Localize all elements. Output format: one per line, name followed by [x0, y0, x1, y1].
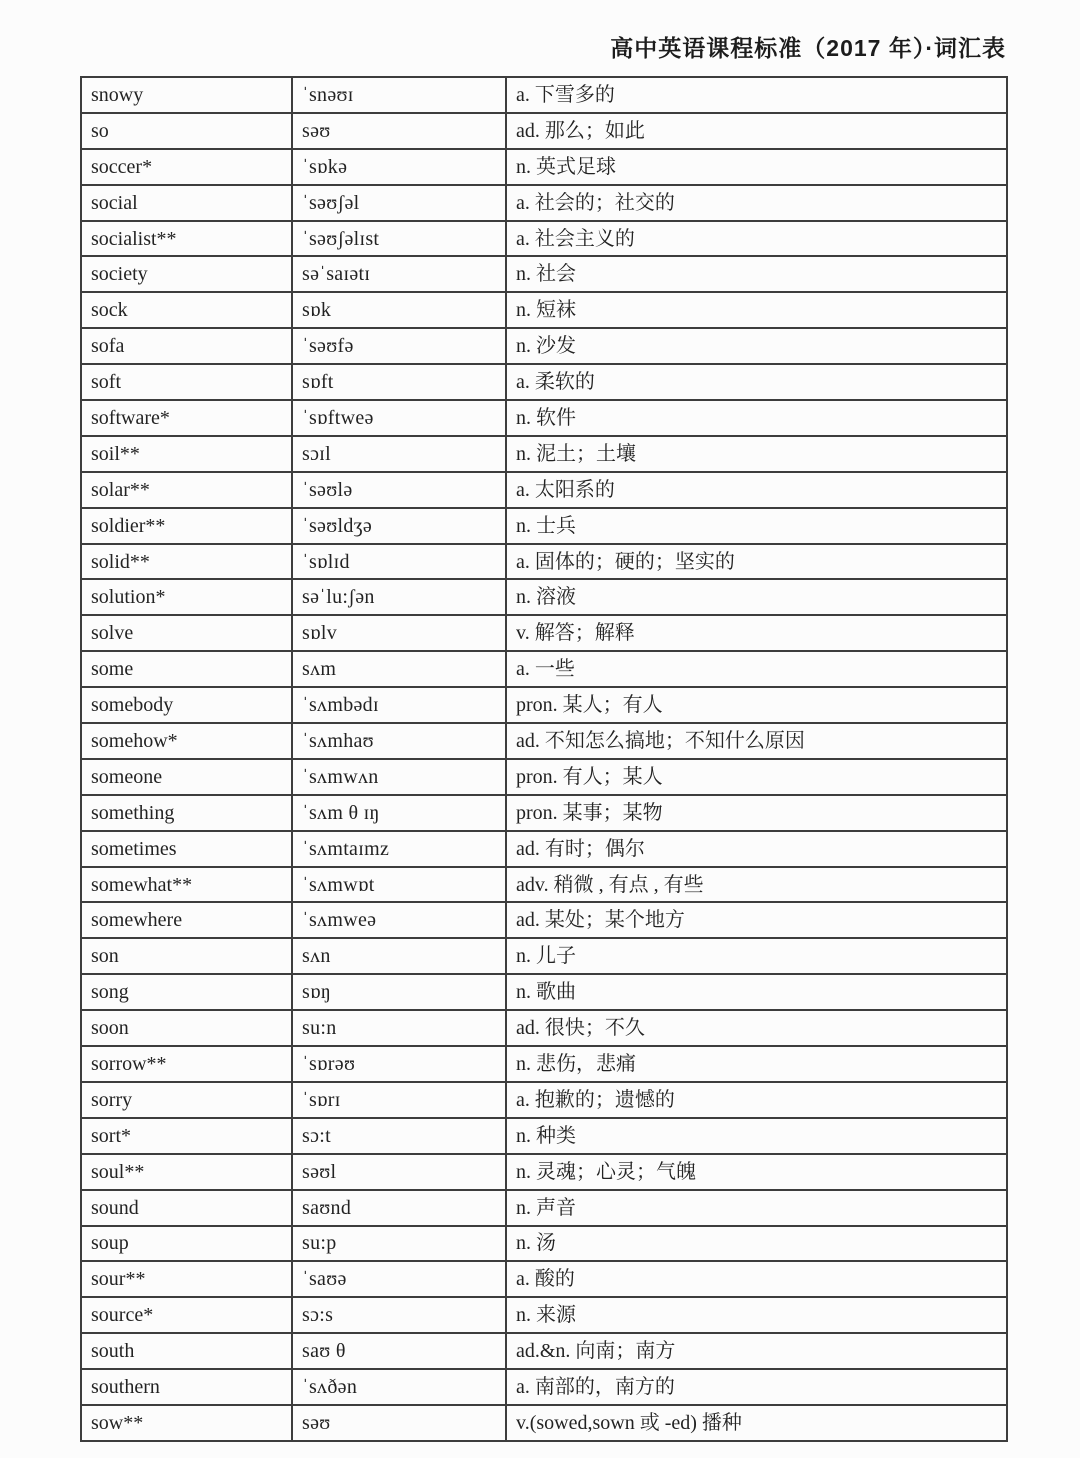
phonetic-cell: sɒlv: [292, 615, 506, 651]
word-cell: sour**: [81, 1261, 292, 1297]
vocab-row: [81, 1010, 1007, 1046]
word-cell: something: [81, 795, 292, 831]
phonetic-cell: ˈsəʊldʒə: [292, 508, 506, 544]
meaning-cell: a. 下雪多的: [506, 77, 1007, 113]
word-cell: social: [81, 185, 292, 221]
phonetic-cell: səʊ: [292, 113, 506, 149]
word-cell: sofa: [81, 328, 292, 364]
word-cell: sock: [81, 292, 292, 328]
vocab-row: [81, 1082, 1007, 1118]
meaning-cell: ad. 很快；不久: [506, 1010, 1007, 1046]
vocab-row: [81, 1154, 1007, 1190]
word-cell: socialist**: [81, 221, 292, 257]
word-cell: some: [81, 651, 292, 687]
word-cell: solid**: [81, 544, 292, 580]
meaning-cell: ad. 不知怎么搞地；不知什么原因: [506, 723, 1007, 759]
meaning-cell: n. 士兵: [506, 508, 1007, 544]
meaning-cell: ad. 那么；如此: [506, 113, 1007, 149]
phonetic-cell: sɒk: [292, 292, 506, 328]
word-cell: somebody: [81, 687, 292, 723]
meaning-cell: n. 泥土；土壤: [506, 436, 1007, 472]
vocab-row: [81, 436, 1007, 472]
phonetic-cell: ˈsɒrəʊ: [292, 1046, 506, 1082]
meaning-cell: n. 声音: [506, 1190, 1007, 1226]
phonetic-cell: ˈsʌm θ ɪŋ: [292, 795, 506, 831]
word-cell: song: [81, 974, 292, 1010]
word-cell: soup: [81, 1226, 292, 1262]
word-cell: soft: [81, 364, 292, 400]
phonetic-cell: sɒŋ: [292, 974, 506, 1010]
meaning-cell: a. 酸的: [506, 1261, 1007, 1297]
phonetic-cell: səʊl: [292, 1154, 506, 1190]
meaning-cell: a. 固体的；硬的；坚实的: [506, 544, 1007, 580]
word-cell: sort*: [81, 1118, 292, 1154]
meaning-cell: n. 歌曲: [506, 974, 1007, 1010]
meaning-cell: a. 柔软的: [506, 364, 1007, 400]
phonetic-cell: sʌn: [292, 938, 506, 974]
phonetic-cell: sʌm: [292, 651, 506, 687]
vocab-row: [81, 292, 1007, 328]
word-cell: south: [81, 1333, 292, 1369]
phonetic-cell: sɒft: [292, 364, 506, 400]
vocab-row: [81, 1190, 1007, 1226]
meaning-cell: n. 溶液: [506, 579, 1007, 615]
vocab-row: [81, 472, 1007, 508]
phonetic-cell: ˈsəʊʃəl: [292, 185, 506, 221]
vocab-row: [81, 651, 1007, 687]
vocab-row: [81, 328, 1007, 364]
phonetic-cell: ˈsʌmhaʊ: [292, 723, 506, 759]
word-cell: southern: [81, 1369, 292, 1405]
word-cell: someone: [81, 759, 292, 795]
vocab-row: [81, 759, 1007, 795]
meaning-cell: n. 沙发: [506, 328, 1007, 364]
vocab-row: [81, 508, 1007, 544]
meaning-cell: n. 儿子: [506, 938, 1007, 974]
vocab-row: [81, 579, 1007, 615]
vocab-table: [80, 76, 1008, 1442]
word-cell: soon: [81, 1010, 292, 1046]
vocab-row: [81, 400, 1007, 436]
phonetic-cell: ˈsəʊʃəlɪst: [292, 221, 506, 257]
word-cell: sorry: [81, 1082, 292, 1118]
meaning-cell: a. 社会的；社交的: [506, 185, 1007, 221]
phonetic-cell: su:n: [292, 1010, 506, 1046]
vocab-row: [81, 974, 1007, 1010]
meaning-cell: a. 南部的，南方的: [506, 1369, 1007, 1405]
meaning-cell: n. 灵魂；心灵；气魄: [506, 1154, 1007, 1190]
phonetic-cell: ˈsʌðən: [292, 1369, 506, 1405]
vocab-row: [81, 113, 1007, 149]
meaning-cell: n. 社会: [506, 256, 1007, 292]
vocab-row: [81, 1297, 1007, 1333]
phonetic-cell: səˈlu:ʃən: [292, 579, 506, 615]
word-cell: software*: [81, 400, 292, 436]
meaning-cell: a. 一些: [506, 651, 1007, 687]
meaning-cell: a. 社会主义的: [506, 221, 1007, 257]
vocab-row: [81, 1046, 1007, 1082]
vocab-row: [81, 1226, 1007, 1262]
word-cell: snowy: [81, 77, 292, 113]
meaning-cell: pron. 某人；有人: [506, 687, 1007, 723]
phonetic-cell: saʊnd: [292, 1190, 506, 1226]
phonetic-cell: saʊ θ: [292, 1333, 506, 1369]
meaning-cell: v.(sowed,sown 或 -ed) 播种: [506, 1405, 1007, 1441]
phonetic-cell: ˈsɒlɪd: [292, 544, 506, 580]
meaning-cell: ad. 有时；偶尔: [506, 831, 1007, 867]
phonetic-cell: sɔ:t: [292, 1118, 506, 1154]
vocab-row: [81, 615, 1007, 651]
vocab-row: [81, 221, 1007, 257]
page-header: [80, 30, 1006, 63]
phonetic-cell: ˈsəʊfə: [292, 328, 506, 364]
phonetic-cell: su:p: [292, 1226, 506, 1262]
word-cell: sow**: [81, 1405, 292, 1441]
word-cell: soccer*: [81, 149, 292, 185]
phonetic-cell: ˈsɒftweə: [292, 400, 506, 436]
meaning-cell: v. 解答；解释: [506, 615, 1007, 651]
vocab-row: [81, 1405, 1007, 1441]
meaning-cell: n. 来源: [506, 1297, 1007, 1333]
meaning-cell: pron. 某事；某物: [506, 795, 1007, 831]
meaning-cell: n. 汤: [506, 1226, 1007, 1262]
vocab-row: [81, 544, 1007, 580]
meaning-cell: n. 软件: [506, 400, 1007, 436]
word-cell: source*: [81, 1297, 292, 1333]
meaning-cell: ad.&n. 向南；南方: [506, 1333, 1007, 1369]
phonetic-cell: ˈsʌmwɒt: [292, 867, 506, 903]
phonetic-cell: ˈsʌmbədɪ: [292, 687, 506, 723]
vocab-row: [81, 1118, 1007, 1154]
phonetic-cell: ˈsʌmwʌn: [292, 759, 506, 795]
word-cell: solve: [81, 615, 292, 651]
word-cell: sorrow**: [81, 1046, 292, 1082]
vocab-row: [81, 723, 1007, 759]
word-cell: solution*: [81, 579, 292, 615]
word-cell: son: [81, 938, 292, 974]
meaning-cell: ad. 某处；某个地方: [506, 902, 1007, 938]
meaning-cell: n. 种类: [506, 1118, 1007, 1154]
word-cell: solar**: [81, 472, 292, 508]
vocab-row: [81, 77, 1007, 113]
word-cell: soldier**: [81, 508, 292, 544]
word-cell: so: [81, 113, 292, 149]
vocab-table-body: [81, 77, 1007, 1441]
meaning-cell: adv. 稍微 , 有点 , 有些: [506, 867, 1007, 903]
word-cell: somewhat**: [81, 867, 292, 903]
word-cell: somehow*: [81, 723, 292, 759]
phonetic-cell: sɔ:s: [292, 1297, 506, 1333]
vocab-row: [81, 902, 1007, 938]
phonetic-cell: ˈsəʊlə: [292, 472, 506, 508]
vocab-row: [81, 256, 1007, 292]
vocab-row: [81, 831, 1007, 867]
vocab-row: [81, 938, 1007, 974]
vocab-row: [81, 185, 1007, 221]
phonetic-cell: səˈsaɪətɪ: [292, 256, 506, 292]
vocab-row: [81, 1369, 1007, 1405]
word-cell: somewhere: [81, 902, 292, 938]
vocab-row: [81, 867, 1007, 903]
phonetic-cell: ˈsɒrɪ: [292, 1082, 506, 1118]
meaning-cell: n. 英式足球: [506, 149, 1007, 185]
word-cell: society: [81, 256, 292, 292]
page-title: 高中英语课程标准（2017 年）·词汇表: [610, 35, 1006, 61]
meaning-cell: a. 抱歉的；遗憾的: [506, 1082, 1007, 1118]
vocab-row: [81, 687, 1007, 723]
word-cell: sometimes: [81, 831, 292, 867]
meaning-cell: n. 短袜: [506, 292, 1007, 328]
meaning-cell: n. 悲伤，悲痛: [506, 1046, 1007, 1082]
word-cell: sound: [81, 1190, 292, 1226]
vocab-row: [81, 1333, 1007, 1369]
phonetic-cell: ˈsaʊə: [292, 1261, 506, 1297]
phonetic-cell: ˈsʌmtaɪmz: [292, 831, 506, 867]
phonetic-cell: səʊ: [292, 1405, 506, 1441]
word-cell: soil**: [81, 436, 292, 472]
phonetic-cell: sɔɪl: [292, 436, 506, 472]
meaning-cell: a. 太阳系的: [506, 472, 1007, 508]
vocab-row: [81, 795, 1007, 831]
phonetic-cell: ˈsʌmweə: [292, 902, 506, 938]
word-cell: soul**: [81, 1154, 292, 1190]
vocab-row: [81, 364, 1007, 400]
meaning-cell: pron. 有人；某人: [506, 759, 1007, 795]
phonetic-cell: ˈsnəʊɪ: [292, 77, 506, 113]
phonetic-cell: ˈsɒkə: [292, 149, 506, 185]
vocab-row: [81, 149, 1007, 185]
vocab-row: [81, 1261, 1007, 1297]
